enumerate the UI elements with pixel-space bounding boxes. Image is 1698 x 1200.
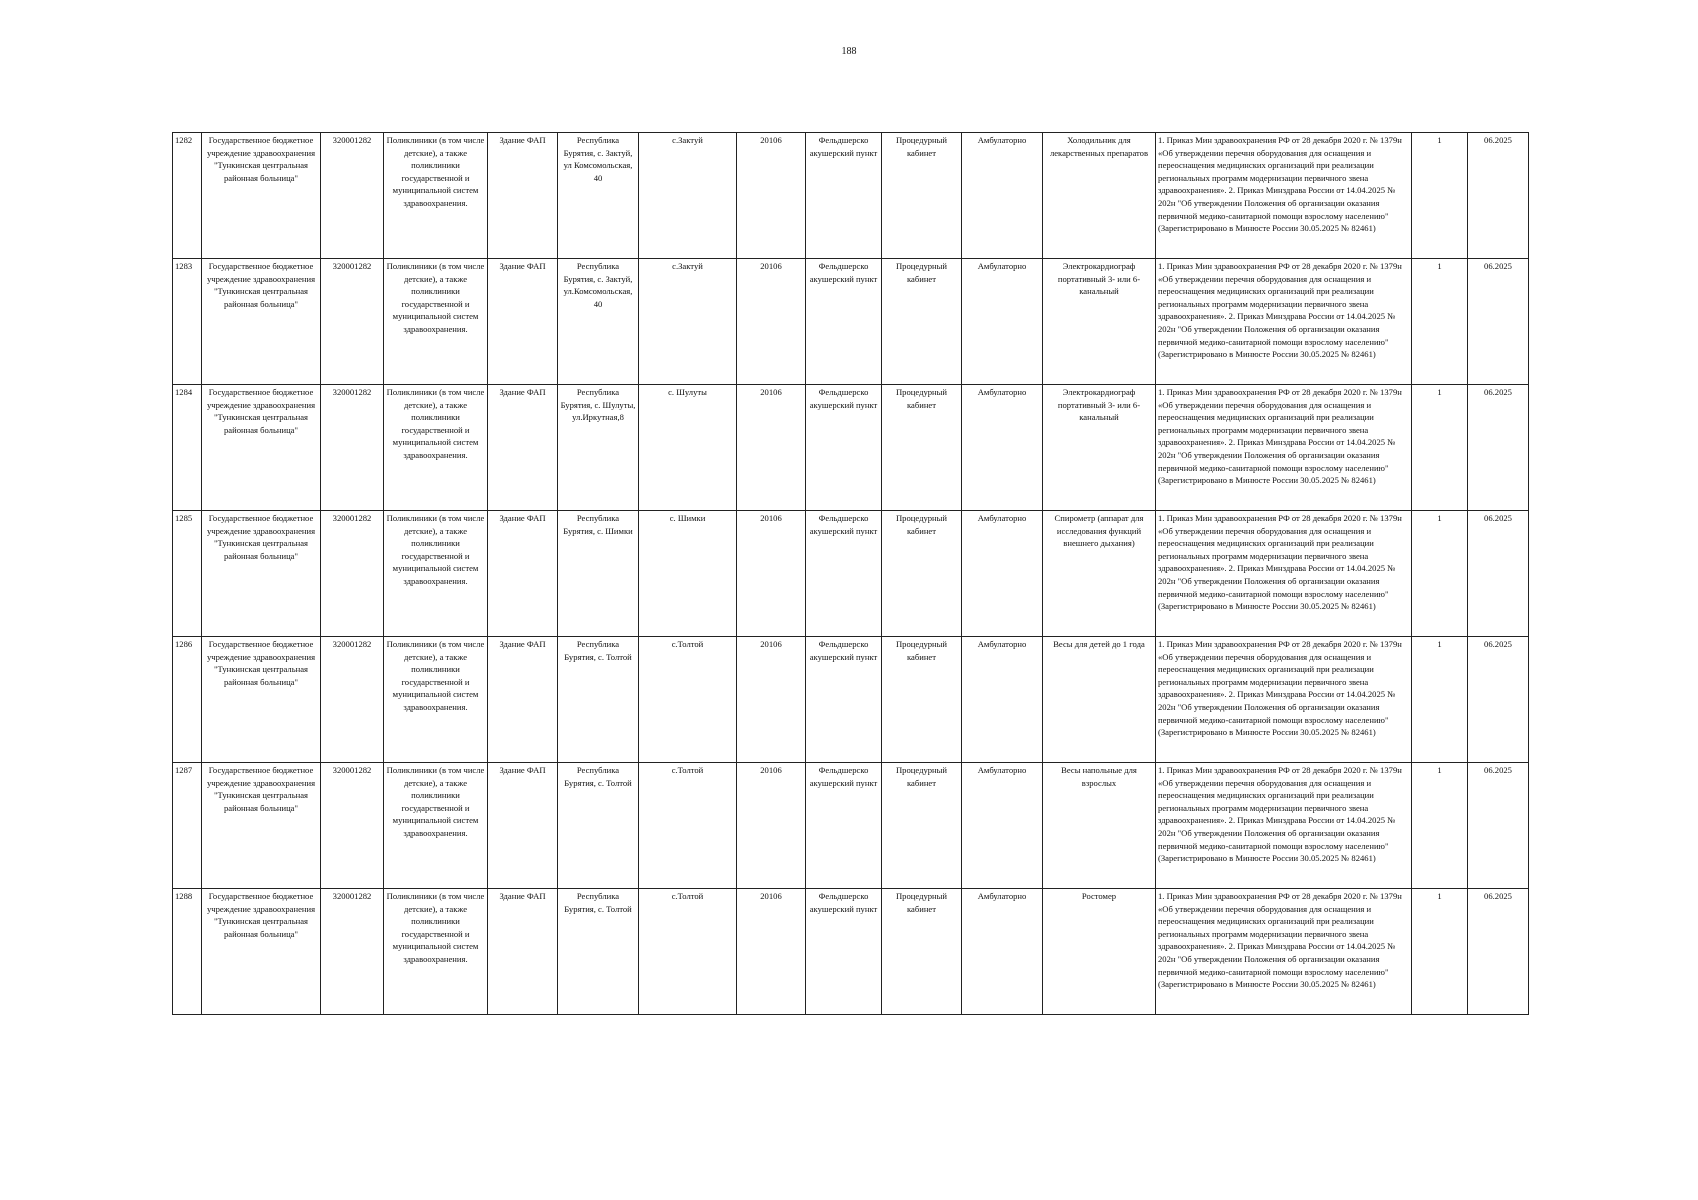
cell-org-code: 320001282 bbox=[321, 637, 384, 763]
cell-building: Здание ФАП bbox=[488, 385, 558, 511]
cell-facility-type: Поликлиники (в том числе детские), а также поликлиники государственной и муниципальной систем здравоохранения. bbox=[384, 763, 488, 889]
cell-facility-type: Поликлиники (в том числе детские), а также поликлиники государственной и муниципальной систем здравоохранения. bbox=[384, 133, 488, 259]
cell-settlement: с. Шимки bbox=[639, 511, 737, 637]
table-body bbox=[173, 133, 1529, 1015]
cell-organization: Государственное бюджетное учреждение здравоохранения "Тункинская центральная районная больница" bbox=[202, 637, 321, 763]
cell-building: Здание ФАП bbox=[488, 511, 558, 637]
cell-settlement: с.Толтой bbox=[639, 637, 737, 763]
cell-equipment: Электрокардиограф портативный 3- или 6-канальный bbox=[1043, 385, 1156, 511]
cell-unit: Фельдшерско акушерский пункт bbox=[806, 385, 882, 511]
cell-date: 06.2025 bbox=[1468, 763, 1529, 889]
cell-quantity: 1 bbox=[1412, 889, 1468, 1015]
page-number: 188 bbox=[841, 46, 857, 57]
table-row bbox=[173, 889, 1529, 1015]
cell-address: Республика Бурятия, с. Толтой bbox=[558, 763, 639, 889]
cell-org-code: 320001282 bbox=[321, 259, 384, 385]
cell-equipment: Спирометр (аппарат для исследования функций внешнего дыхания) bbox=[1043, 511, 1156, 637]
cell-room: Процедурный кабинет bbox=[882, 511, 962, 637]
cell-care-form: Амбулаторно bbox=[962, 511, 1043, 637]
cell-address: Республика Бурятия, с. Зактуй, ул.Комсомольская, 40 bbox=[558, 259, 639, 385]
cell-organization: Государственное бюджетное учреждение здравоохранения "Тункинская центральная районная больница" bbox=[202, 385, 321, 511]
cell-org-code: 320001282 bbox=[321, 511, 384, 637]
cell-legal-basis: 1. Приказ Мин здравоохранения РФ от 28 декабря 2020 г. № 1379н «Об утверждении перечня оборудования для оснащения и переоснащения медицинских организаций при реализации региональных программ модернизации первичного звена здравоохранения». 2. Приказ Минздрава России от 14.04.2025 № 202н "Об утверждении Положения об организации оказания первичной медико-санитарной помощи взрослому населению" (Зарегистрировано в Минюсте России 30.05.2025 № 82461) bbox=[1156, 763, 1412, 889]
cell-code: 20106 bbox=[737, 385, 806, 511]
cell-org-code: 320001282 bbox=[321, 133, 384, 259]
cell-room: Процедурный кабинет bbox=[882, 385, 962, 511]
cell-organization: Государственное бюджетное учреждение здравоохранения "Тункинская центральная районная больница" bbox=[202, 133, 321, 259]
cell-code: 20106 bbox=[737, 259, 806, 385]
cell-building: Здание ФАП bbox=[488, 889, 558, 1015]
cell-settlement: с.Зактуй bbox=[639, 259, 737, 385]
table-row bbox=[173, 637, 1529, 763]
cell-settlement: с.Толтой bbox=[639, 889, 737, 1015]
cell-building: Здание ФАП bbox=[488, 133, 558, 259]
cell-care-form: Амбулаторно bbox=[962, 259, 1043, 385]
table-row bbox=[173, 763, 1529, 889]
cell-address: Республика Бурятия, с. Толтой bbox=[558, 889, 639, 1015]
cell-row-number: 1288 bbox=[173, 889, 202, 1015]
cell-row-number: 1286 bbox=[173, 637, 202, 763]
cell-facility-type: Поликлиники (в том числе детские), а также поликлиники государственной и муниципальной систем здравоохранения. bbox=[384, 259, 488, 385]
cell-unit: Фельдшерско акушерский пункт bbox=[806, 259, 882, 385]
cell-organization: Государственное бюджетное учреждение здравоохранения "Тункинская центральная районная больница" bbox=[202, 511, 321, 637]
cell-room: Процедурный кабинет bbox=[882, 889, 962, 1015]
cell-date: 06.2025 bbox=[1468, 385, 1529, 511]
cell-address: Республика Бурятия, с. Зактуй, ул Комсомольская, 40 bbox=[558, 133, 639, 259]
cell-row-number: 1283 bbox=[173, 259, 202, 385]
table-row bbox=[173, 511, 1529, 637]
cell-room: Процедурный кабинет bbox=[882, 763, 962, 889]
cell-unit: Фельдшерско акушерский пункт bbox=[806, 133, 882, 259]
cell-date: 06.2025 bbox=[1468, 889, 1529, 1015]
cell-building: Здание ФАП bbox=[488, 763, 558, 889]
cell-facility-type: Поликлиники (в том числе детские), а также поликлиники государственной и муниципальной систем здравоохранения. bbox=[384, 511, 488, 637]
cell-room: Процедурный кабинет bbox=[882, 637, 962, 763]
cell-code: 20106 bbox=[737, 133, 806, 259]
cell-organization: Государственное бюджетное учреждение здравоохранения "Тункинская центральная районная больница" bbox=[202, 259, 321, 385]
cell-settlement: с.Зактуй bbox=[639, 133, 737, 259]
cell-row-number: 1282 bbox=[173, 133, 202, 259]
cell-quantity: 1 bbox=[1412, 259, 1468, 385]
cell-code: 20106 bbox=[737, 763, 806, 889]
cell-equipment: Электрокардиограф портативный 3- или 6-канальный bbox=[1043, 259, 1156, 385]
cell-room: Процедурный кабинет bbox=[882, 259, 962, 385]
cell-unit: Фельдшерско акушерский пункт bbox=[806, 637, 882, 763]
table-row bbox=[173, 259, 1529, 385]
cell-room: Процедурный кабинет bbox=[882, 133, 962, 259]
equipment-table bbox=[172, 132, 1529, 1015]
cell-address: Республика Бурятия, с. Шимки bbox=[558, 511, 639, 637]
cell-code: 20106 bbox=[737, 637, 806, 763]
cell-settlement: с.Толтой bbox=[639, 763, 737, 889]
cell-date: 06.2025 bbox=[1468, 637, 1529, 763]
cell-row-number: 1284 bbox=[173, 385, 202, 511]
cell-building: Здание ФАП bbox=[488, 637, 558, 763]
cell-org-code: 320001282 bbox=[321, 763, 384, 889]
cell-unit: Фельдшерско акушерский пункт bbox=[806, 763, 882, 889]
cell-code: 20106 bbox=[737, 889, 806, 1015]
cell-facility-type: Поликлиники (в том числе детские), а также поликлиники государственной и муниципальной систем здравоохранения. bbox=[384, 637, 488, 763]
cell-care-form: Амбулаторно bbox=[962, 637, 1043, 763]
cell-equipment: Весы для детей до 1 года bbox=[1043, 637, 1156, 763]
cell-address: Республика Бурятия, с. Толтой bbox=[558, 637, 639, 763]
cell-org-code: 320001282 bbox=[321, 889, 384, 1015]
cell-equipment: Весы напольные для взрослых bbox=[1043, 763, 1156, 889]
cell-legal-basis: 1. Приказ Мин здравоохранения РФ от 28 декабря 2020 г. № 1379н «Об утверждении перечня оборудования для оснащения и переоснащения медицинских организаций при реализации региональных программ модернизации первичного звена здравоохранения». 2. Приказ Минздрава России от 14.04.2025 № 202н "Об утверждении Положения об организации оказания первичной медико-санитарной помощи взрослому населению" (Зарегистрировано в Минюсте России 30.05.2025 № 82461) bbox=[1156, 133, 1412, 259]
cell-address: Республика Бурятия, с. Шулуты, ул.Иркутная,8 bbox=[558, 385, 639, 511]
cell-legal-basis: 1. Приказ Мин здравоохранения РФ от 28 декабря 2020 г. № 1379н «Об утверждении перечня оборудования для оснащения и переоснащения медицинских организаций при реализации региональных программ модернизации первичного звена здравоохранения». 2. Приказ Минздрава России от 14.04.2025 № 202н "Об утверждении Положения об организации оказания первичной медико-санитарной помощи взрослому населению" (Зарегистрировано в Минюсте России 30.05.2025 № 82461) bbox=[1156, 637, 1412, 763]
cell-unit: Фельдшерско акушерский пункт bbox=[806, 511, 882, 637]
cell-settlement: с. Шулуты bbox=[639, 385, 737, 511]
cell-facility-type: Поликлиники (в том числе детские), а также поликлиники государственной и муниципальной систем здравоохранения. bbox=[384, 385, 488, 511]
cell-row-number: 1287 bbox=[173, 763, 202, 889]
cell-date: 06.2025 bbox=[1468, 133, 1529, 259]
cell-legal-basis: 1. Приказ Мин здравоохранения РФ от 28 декабря 2020 г. № 1379н «Об утверждении перечня оборудования для оснащения и переоснащения медицинских организаций при реализации региональных программ модернизации первичного звена здравоохранения». 2. Приказ Минздрава России от 14.04.2025 № 202н "Об утверждении Положения об организации оказания первичной медико-санитарной помощи взрослому населению" (Зарегистрировано в Минюсте России 30.05.2025 № 82461) bbox=[1156, 259, 1412, 385]
cell-date: 06.2025 bbox=[1468, 511, 1529, 637]
cell-building: Здание ФАП bbox=[488, 259, 558, 385]
cell-unit: Фельдшерско акушерский пункт bbox=[806, 889, 882, 1015]
cell-organization: Государственное бюджетное учреждение здравоохранения "Тункинская центральная районная больница" bbox=[202, 763, 321, 889]
cell-care-form: Амбулаторно bbox=[962, 763, 1043, 889]
cell-date: 06.2025 bbox=[1468, 259, 1529, 385]
cell-org-code: 320001282 bbox=[321, 385, 384, 511]
cell-care-form: Амбулаторно bbox=[962, 889, 1043, 1015]
cell-quantity: 1 bbox=[1412, 133, 1468, 259]
cell-row-number: 1285 bbox=[173, 511, 202, 637]
cell-quantity: 1 bbox=[1412, 637, 1468, 763]
table-row bbox=[173, 385, 1529, 511]
cell-equipment: Холодильник для лекарственных препаратов bbox=[1043, 133, 1156, 259]
table-row bbox=[173, 133, 1529, 259]
cell-care-form: Амбулаторно bbox=[962, 133, 1043, 259]
cell-legal-basis: 1. Приказ Мин здравоохранения РФ от 28 декабря 2020 г. № 1379н «Об утверждении перечня оборудования для оснащения и переоснащения медицинских организаций при реализации региональных программ модернизации первичного звена здравоохранения». 2. Приказ Минздрава России от 14.04.2025 № 202н "Об утверждении Положения об организации оказания первичной медико-санитарной помощи взрослому населению" (Зарегистрировано в Минюсте России 30.05.2025 № 82461) bbox=[1156, 385, 1412, 511]
cell-quantity: 1 bbox=[1412, 511, 1468, 637]
cell-organization: Государственное бюджетное учреждение здравоохранения "Тункинская центральная районная больница" bbox=[202, 889, 321, 1015]
cell-facility-type: Поликлиники (в том числе детские), а также поликлиники государственной и муниципальной систем здравоохранения. bbox=[384, 889, 488, 1015]
cell-legal-basis: 1. Приказ Мин здравоохранения РФ от 28 декабря 2020 г. № 1379н «Об утверждении перечня оборудования для оснащения и переоснащения медицинских организаций при реализации региональных программ модернизации первичного звена здравоохранения». 2. Приказ Минздрава России от 14.04.2025 № 202н "Об утверждении Положения об организации оказания первичной медико-санитарной помощи взрослому населению" (Зарегистрировано в Минюсте России 30.05.2025 № 82461) bbox=[1156, 511, 1412, 637]
cell-equipment: Ростомер bbox=[1043, 889, 1156, 1015]
cell-quantity: 1 bbox=[1412, 763, 1468, 889]
cell-code: 20106 bbox=[737, 511, 806, 637]
cell-care-form: Амбулаторно bbox=[962, 385, 1043, 511]
cell-legal-basis: 1. Приказ Мин здравоохранения РФ от 28 декабря 2020 г. № 1379н «Об утверждении перечня оборудования для оснащения и переоснащения медицинских организаций при реализации региональных программ модернизации первичного звена здравоохранения». 2. Приказ Минздрава России от 14.04.2025 № 202н "Об утверждении Положения об организации оказания первичной медико-санитарной помощи взрослому населению" (Зарегистрировано в Минюсте России 30.05.2025 № 82461) bbox=[1156, 889, 1412, 1015]
cell-quantity: 1 bbox=[1412, 385, 1468, 511]
